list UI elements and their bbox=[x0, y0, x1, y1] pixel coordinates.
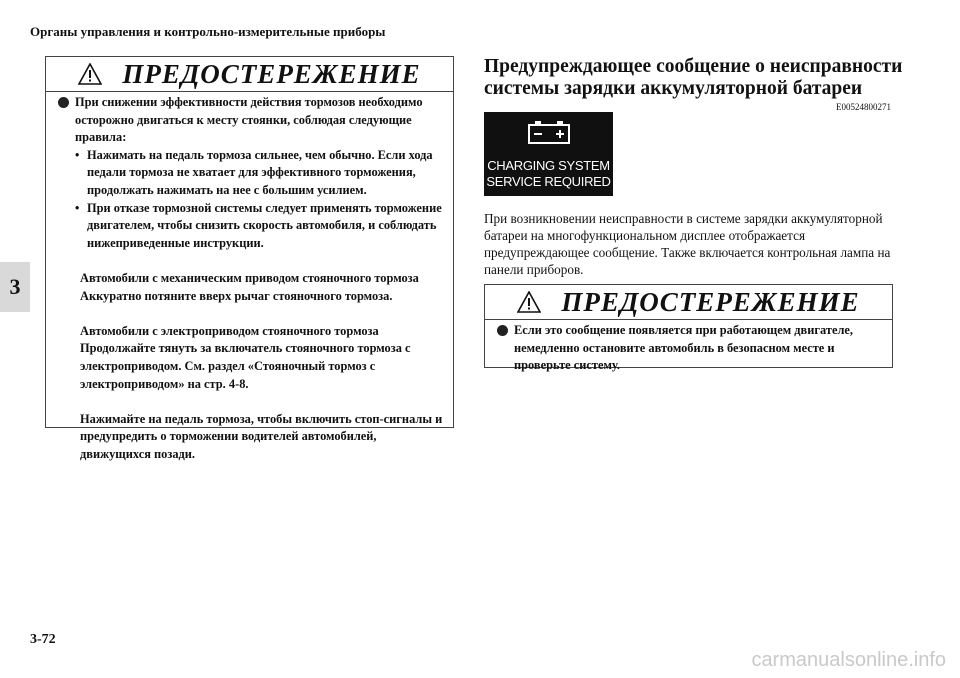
display-line-2: SERVICE REQUIRED bbox=[486, 174, 611, 189]
warning-header bbox=[46, 57, 453, 92]
warning-title: ПРЕДОСТЕРЕЖЕНИЕ bbox=[561, 286, 860, 317]
bullet-dot-icon bbox=[58, 97, 69, 108]
warning-triangle-icon bbox=[78, 63, 102, 85]
warning-body bbox=[485, 320, 892, 375]
final-text: Нажимайте на педаль тормоза, чтобы включить стоп-сигналы и предупредить о торможении водителей автомобилей, движущихся позади. bbox=[80, 411, 443, 461]
warning-box-charging bbox=[484, 284, 893, 373]
display-line-1: CHARGING SYSTEM bbox=[487, 158, 610, 173]
paragraph-heading: Автомобили с механическим приводом стояночного тормоза bbox=[80, 270, 419, 285]
section-code: E00524800271 bbox=[836, 102, 891, 112]
sub-bullet-mark: • bbox=[75, 200, 80, 215]
sub-item-text: Нажимать на педаль тормоза сильнее, чем обычно. Если хода педали тормоза не хватает для эффективного торможения, продолжать нажимать на нее с большим усилием. bbox=[87, 147, 433, 197]
section-title: Предупреждающее сообщение о неисправности системы зарядки аккумуляторной батареи bbox=[484, 56, 903, 99]
chapter-tab: 3 bbox=[0, 262, 30, 312]
paragraph-text: Продолжайте тянуть за включатель стояночного тормоза с электроприводом. См. раздел «Стояночный тормоз с электроприводом» на стр. 4-8. bbox=[80, 341, 411, 391]
section-body: При возникновении неисправности в системе зарядки аккумуляторной батареи на многофункциональном дисплее отображается предупреждающее сообщение. Также включается контрольная лампа на панели приборов. bbox=[484, 211, 891, 277]
charging-system-display bbox=[484, 112, 613, 196]
warning-box-brakes bbox=[45, 56, 454, 461]
watermark: carmanualsonline.info bbox=[751, 649, 946, 671]
bullet-item bbox=[54, 94, 445, 252]
paragraph-heading: Автомобили с электроприводом стояночного тормоза bbox=[80, 323, 379, 338]
battery-icon bbox=[528, 120, 570, 144]
warning-triangle-icon bbox=[517, 291, 541, 313]
warning-title: ПРЕДОСТЕРЕЖЕНИЕ bbox=[122, 58, 421, 89]
bullet-dot-icon bbox=[497, 325, 508, 336]
paragraph-text: Аккуратно потяните вверх рычаг стояночного тормоза. bbox=[80, 288, 393, 303]
bullet-item bbox=[493, 322, 884, 375]
sub-bullet-mark: • bbox=[75, 147, 80, 162]
sub-item bbox=[75, 200, 445, 253]
warning-header bbox=[485, 285, 892, 320]
sub-item-text: При отказе тормозной системы следует применять торможение двигателем, чтобы снизить скорость автомобиля, и соблюдать нижеприведенные инструкции. bbox=[87, 200, 442, 250]
running-head: Органы управления и контрольно-измерительные приборы bbox=[30, 24, 386, 39]
bullet-text: При снижении эффективности действия тормозов необходимо осторожно двигаться к месту стоянки, соблюдая следующие правила: bbox=[75, 95, 423, 145]
page-number: 3-72 bbox=[30, 632, 56, 647]
warning-body bbox=[46, 92, 453, 463]
bullet-text: Если это сообщение появляется при работающем двигателе, немедленно остановите автомобиль в безопасном месте и проверьте систему. bbox=[514, 323, 854, 373]
sub-item bbox=[75, 147, 445, 200]
